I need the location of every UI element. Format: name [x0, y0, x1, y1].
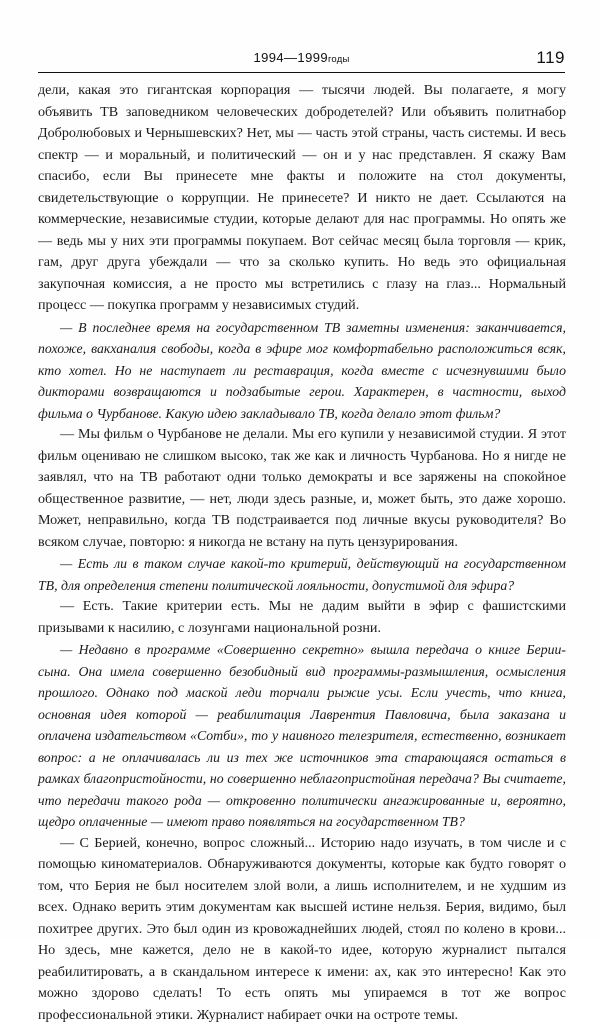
running-head-years: 1994—1999: [254, 50, 328, 65]
running-head: [38, 50, 565, 70]
paragraph-answer: — С Берией, конечно, вопрос сложный... Историю надо изучать, в том числе и с помощью киноматериалов. Обнаруживаются документы, которые как будто говорят о том, что Берия не был носителем злой воли, а лишь исполнителем, и не худшим из всех. Однако верить этим документам как высшей истине нельзя. Берия, видимо, был похитрее других. Это был один из кровожаднейших людей, стоял по колено в крови... Но здесь, мне кажется, дело не в какой-то идее, которую журналист пытался реабилитировать, а в скандальном интересе к имени: ах, как это интересно! Как это можно здорово сделать! То есть опять мы упираемся в тот же вопрос профессиональной этики. Журналист набирает очки на остроте темы.: [38, 833, 566, 1026]
paragraph-answer: — Есть. Такие критерии есть. Мы не дадим выйти в эфир с фашистскими призывами к насилию, с лозунгами национальной розни.: [38, 596, 566, 639]
paragraph-question: — Недавно в программе «Совершенно секретно» вышла передача о книге Берии-сына. Она имела совершенно безобидный вид программы-размышления, осмысления прошлого. Однако под маской леди торчали рыжие усы. Если учесть, что книга, основная идея которой — реабилитация Лаврентия Павловича, была заказана и оплачена издательством «Сотби», то у наивного телезрителя, естественно, возникает вопрос: а не оплачивалась ли из тех же источников эта старающаяся остаться в рамках благопристойности, но совершенно неблагопристойная передача? Вы считаете, что передачи такого рода — откровенно политически ангажированные и, вероятно, щедро оплаченные — имеют право появляться на государственном ТВ?: [38, 639, 566, 833]
paragraph-continuation: дели, какая это гигантская корпорация — тысячи людей. Вы полагаете, я могу объявить ТВ заповедником человеческих добродетелей? Или объявить политнабор Добролюбовых и Чернышевских? Нет, мы — часть этой страны, часть системы. И весь спектр — и моральный, и политический — он и у нас представлен. Я скажу Вам спасибо, если Вы принесете мне факты и положите на стол документы, свидетельствующие о коррупции. Не принесете? И никто не дает. Ссылаются на коммерческие, независимые студии, которые делают для нас программы. Но опять же — ведь мы у них эти программы покупаем. Вот сейчас месяц была торговля — крик, гам, друг друга убеждали — что за сколько купить. Но ведь это официальная закупочная комиссия, а не просто мы встретились с глазу на глаз... Нормальный процесс — покупка программ у независимых студий.: [38, 80, 566, 317]
running-head-word: годы: [328, 54, 350, 65]
paragraph-answer: — Мы фильм о Чурбанове не делали. Мы его купили у независимой студии. Я этот фильм оцениваю не слишком высоко, так же как и личность Чурбанова. Но я нигде не заявлял, что на ТВ работают одни только демократы и все заряжены на спокойное общественное развитие, — нет, люди здесь разные, и, может быть, это даже хорошо. Может, неправильно, когда ТВ подстраивается под личные вкусы руководителя? Во всяком случае, повторю: я никогда не встану на путь цензурирования.: [38, 424, 566, 553]
paragraph-question: — Есть ли в таком случае какой-то критерий, действующий на государственном ТВ, для определения степени политической лояльности, допустимой для эфира?: [38, 553, 566, 596]
running-head-title: [38, 50, 565, 65]
header-divider-rule: [38, 72, 565, 73]
paragraph-question: — В последнее время на государственном ТВ заметны изменения: заканчивается, похоже, вакханалия свободы, когда в эфире мог комфортабельно расположиться всяк, кто хотел. Но не наступает ли реставрация, когда вместе с исчезнувшими было дикторами возвращаются и подзабытые герои. Характерен, в частности, выход фильма о Чурбанове. Какую идею закладывало ТВ, когда делало этот фильм?: [38, 317, 566, 425]
page-number: 119: [536, 48, 565, 68]
body-text-block: [38, 80, 566, 1026]
